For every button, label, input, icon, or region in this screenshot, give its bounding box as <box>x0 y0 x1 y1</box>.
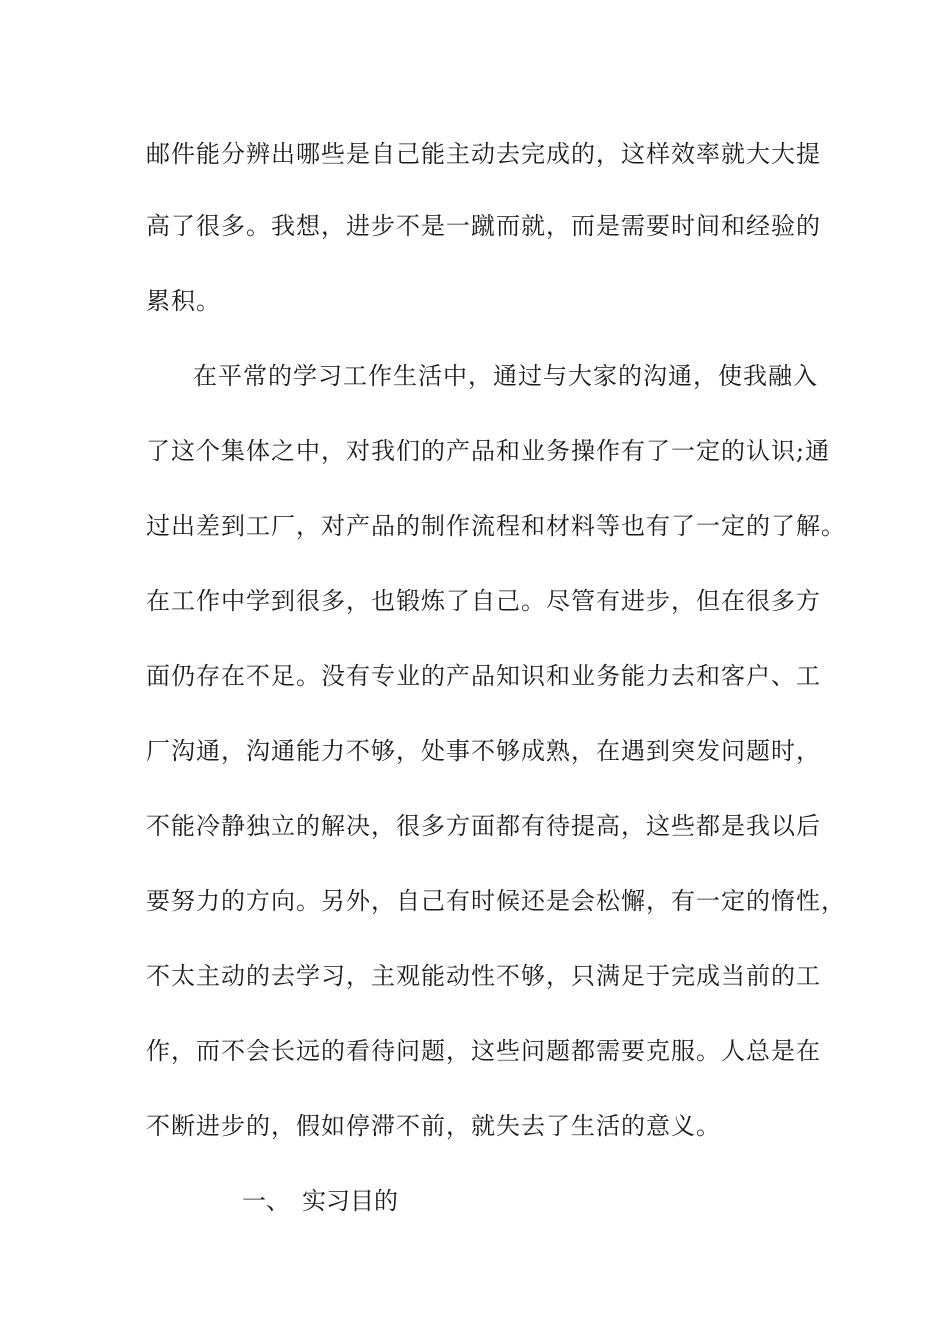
paragraph-line: 邮件能分辨出哪些是自己能主动去完成的，这样效率就大大提 <box>146 140 821 168</box>
paragraph-line: 不能冷静独立的解决，很多方面都有待提高，这些都是我以后 <box>146 812 821 840</box>
paragraph-line: 作，而不会长远的看待问题，这些问题都需要克服。人总是在 <box>146 1037 821 1065</box>
paragraph-line: 累积。 <box>146 287 221 315</box>
paragraph-line: 厂沟通，沟通能力不够，处事不够成熟，在遇到突发问题时， <box>146 737 821 765</box>
paragraph-line: 面仍存在不足。没有专业的产品知识和业务能力去和客户、工 <box>146 662 821 690</box>
paragraph-line: 不断进步的，假如停滞不前，就失去了生活的意义。 <box>146 1112 721 1140</box>
paragraph-line: 不太主动的去学习，主观能动性不够，只满足于完成当前的工 <box>146 962 821 990</box>
paragraph-line: 在工作中学到很多，也锻炼了自己。尽管有进步，但在很多方 <box>146 587 821 615</box>
section-number: 一、 <box>242 1187 290 1215</box>
paragraph-line: 要努力的方向。另外，自己有时候还是会松懈，有一定的惰性， <box>146 887 846 915</box>
section-title: 实习目的 <box>302 1187 398 1215</box>
paragraph-line: 了这个集体之中，对我们的产品和业务操作有了一定的认识;通 <box>146 437 831 465</box>
section-heading <box>242 1186 398 1216</box>
paragraph-line: 高了很多。我想，进步不是一蹴而就，而是需要时间和经验的 <box>146 212 821 240</box>
paragraph-line: 在平常的学习工作生活中，通过与大家的沟通，使我融入 <box>193 362 818 390</box>
paragraph-line: 过出差到工厂，对产品的制作流程和材料等也有了一定的了解。 <box>146 512 846 540</box>
